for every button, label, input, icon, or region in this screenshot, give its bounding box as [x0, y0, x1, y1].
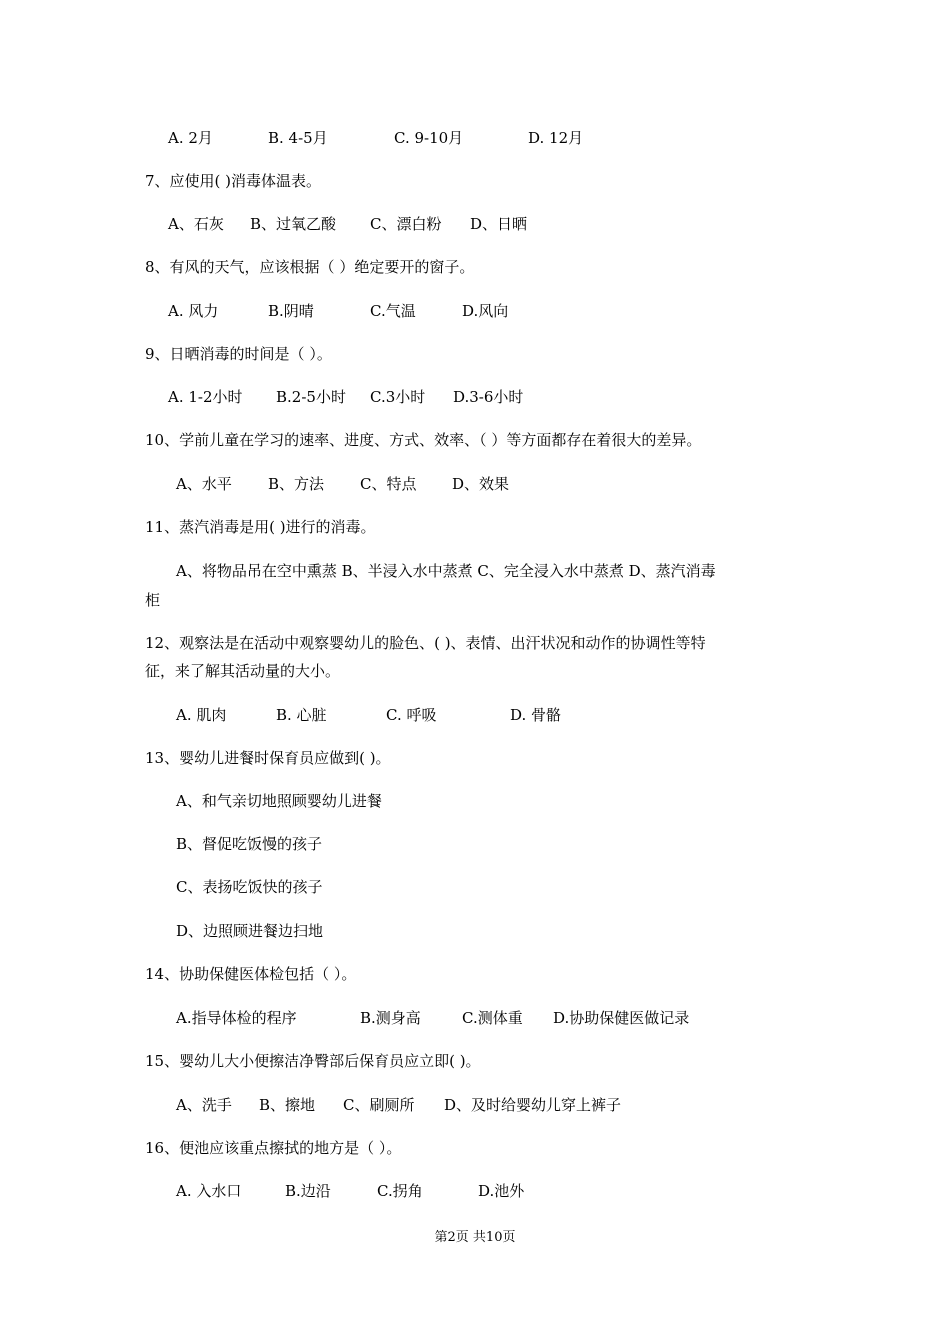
q7-option-a: A、石灰 — [168, 215, 224, 233]
q16-option-a: A. 入水口 — [176, 1182, 242, 1200]
q6-option-c: C. 9-10月 — [394, 129, 464, 147]
q10-option-b: B、方法 — [268, 475, 325, 493]
q7-option-d: D、日晒 — [470, 215, 528, 233]
q10-stem: 10、学前儿童在学习的速率、进度、方式、效率、（ ）等方面都存在着很大的差异。 — [145, 431, 702, 449]
q9-option-c: C.3小时 — [370, 388, 426, 406]
q12-option-a: A. 肌肉 — [176, 706, 227, 724]
q15-option-b: B、擦地 — [259, 1096, 316, 1114]
q15-stem: 15、婴幼儿大小便擦洁净臀部后保育员应立即( )。 — [145, 1052, 481, 1070]
q7-stem: 7、应使用( )消毒体温表。 — [145, 172, 322, 190]
q12-option-b: B. 心脏 — [276, 706, 327, 724]
q15-option-c: C、刷厕所 — [343, 1096, 415, 1114]
q6-option-b: B. 4-5月 — [268, 129, 328, 147]
q6-option-d: D. 12月 — [528, 129, 584, 147]
q14-option-a: A.指导体检的程序 — [176, 1009, 297, 1027]
q12-stem-line1: 12、观察法是在活动中观察婴幼儿的脸色、( )、表情、出汗状况和动作的协调性等特 — [145, 634, 706, 652]
q12-option-c: C. 呼吸 — [386, 706, 437, 724]
page-number-footer: 第2页 共10页 — [434, 1230, 516, 1245]
q13-option-b: B、督促吃饭慢的孩子 — [176, 835, 323, 853]
q12-stem-line2: 征，来了解其活动量的大小。 — [145, 662, 341, 680]
q8-option-a: A. 风力 — [168, 302, 219, 320]
q11-options: A、将物品吊在空中熏蒸 B、半浸入水中蒸煮 C、完全浸入水中蒸煮 D、蒸汽消毒 — [176, 562, 716, 580]
q16-option-d: D.池外 — [478, 1182, 525, 1200]
q12-option-d: D. 骨骼 — [510, 706, 562, 724]
q11-options-wrap: 柜 — [145, 591, 161, 609]
q11-stem: 11、蒸汽消毒是用( )进行的消毒。 — [145, 518, 376, 536]
q15-option-d: D、及时给婴幼儿穿上裤子 — [444, 1096, 622, 1114]
q8-option-d: D.风向 — [462, 302, 509, 320]
q13-stem: 13、婴幼儿进餐时保育员应做到( )。 — [145, 749, 391, 767]
q7-option-b: B、过氧乙酸 — [250, 215, 337, 233]
q13-option-a: A、和气亲切地照顾婴幼儿进餐 — [176, 792, 382, 810]
q14-option-d: D.协助保健医做记录 — [553, 1009, 690, 1027]
q6-option-a: A. 2月 — [168, 129, 213, 147]
q10-option-a: A、水平 — [176, 475, 232, 493]
q10-option-c: C、特点 — [360, 475, 417, 493]
q7-option-c: C、漂白粉 — [370, 215, 442, 233]
q8-stem: 8、有风的天气，应该根据（ ）绝定要开的窗子。 — [145, 258, 475, 276]
q14-stem: 14、协助保健医体检包括（ ）。 — [145, 965, 357, 983]
q13-option-c: C、表扬吃饭快的孩子 — [176, 878, 323, 896]
q14-option-b: B.测身高 — [360, 1009, 421, 1027]
q16-option-b: B.边沿 — [285, 1182, 331, 1200]
q15-option-a: A、洗手 — [176, 1096, 232, 1114]
q16-option-c: C.拐角 — [377, 1182, 423, 1200]
q10-option-d: D、效果 — [452, 475, 510, 493]
q8-option-c: C.气温 — [370, 302, 416, 320]
q9-option-b: B.2-5小时 — [276, 388, 346, 406]
q9-stem: 9、日晒消毒的时间是（ ）。 — [145, 345, 332, 363]
q14-option-c: C.测体重 — [462, 1009, 523, 1027]
q9-option-a: A. 1-2小时 — [168, 388, 243, 406]
q13-option-d: D、边照顾进餐边扫地 — [176, 922, 324, 940]
q9-option-d: D.3-6小时 — [453, 388, 524, 406]
q8-option-b: B.阴晴 — [268, 302, 314, 320]
q16-stem: 16、便池应该重点擦拭的地方是（ ）。 — [145, 1139, 402, 1157]
